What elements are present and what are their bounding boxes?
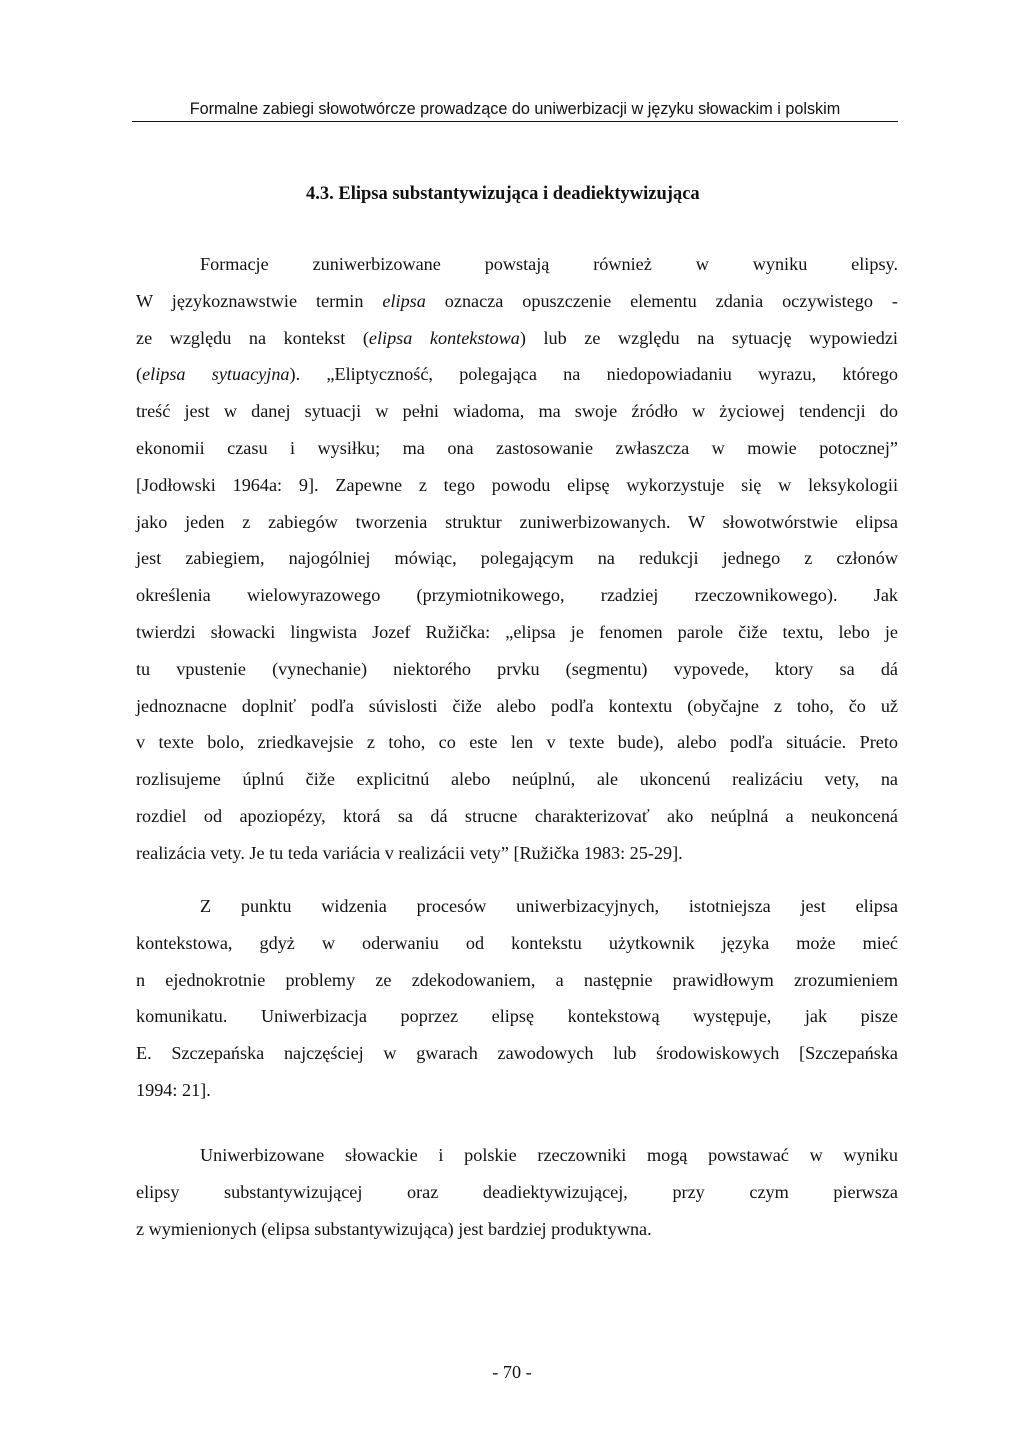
text-line [136, 356, 898, 393]
text-line [136, 998, 898, 1035]
text-segment: Formacje zuniwerbizowane powstają również w wyniku elipsy. [200, 254, 898, 274]
text-line [136, 761, 898, 798]
text-segment: rozdiel od apoziopézy, ktorá sa dá strucne charakterizovať ako neúplná a neukoncená [136, 805, 898, 826]
header-divider [132, 121, 898, 122]
text-line [136, 962, 898, 999]
text-line [136, 688, 898, 725]
text-line [136, 614, 898, 651]
paragraph-3 [136, 1137, 898, 1247]
text-line [136, 1211, 898, 1248]
section-title: 4.3. Elipsa substantywizująca i deadiektywizująca [306, 184, 700, 204]
text-segment: Uniwerbizowane słowackie i polskie rzeczowniki mogą powstawać w wyniku [200, 1145, 898, 1165]
text-line [136, 320, 898, 357]
text-line [136, 724, 898, 761]
italic-term: elipsa sytuacyjna [142, 364, 290, 385]
text-segment: określenia wielowyrazowego (przymiotnikowego, rzadziej rzeczownikowego). Jak [136, 585, 898, 606]
text-line [136, 393, 898, 430]
paragraph-1 [136, 246, 898, 872]
text-line [136, 798, 898, 835]
running-header: Formalne zabiegi słowotwórcze prowadzące do uniwerbizacji w języku słowackim i polskim [189, 100, 841, 118]
text-segment: Z punktu widzenia procesów uniwerbizacyjnych, istotniejsza jest elipsa [200, 896, 898, 916]
italic-term: elipsa [382, 290, 426, 311]
text-segment: tu vpustenie (vynechanie) niektorého prvku (segmentu) vypovede, ktory sa dá [136, 658, 898, 679]
text-line [136, 504, 898, 541]
text-line [136, 283, 898, 320]
text-segment: ze względu na kontekst ( [136, 327, 369, 348]
text-line [136, 888, 898, 925]
text-line [136, 1072, 898, 1109]
text-segment: rozlisujeme úplnú čiže explicitnú alebo neúplnú, ale ukoncenú realizáciu vety, na [136, 769, 898, 790]
text-segment: ( [136, 364, 143, 385]
text-segment: z wymienionych (elipsa substantywizująca) jest bardziej produktywna. [136, 1218, 652, 1239]
text-line [136, 577, 898, 614]
text-line [136, 430, 898, 467]
text-segment: ) lub ze względu na sytuację wypowiedzi [519, 327, 898, 348]
paragraph-2 [136, 888, 898, 1109]
text-line [136, 835, 898, 872]
text-segment: jednoznacne doplniť podľa súvislosti čiže alebo podľa kontextu (obyčajne z toho, čo už [136, 695, 898, 716]
text-segment: treść jest w danej sytuacji w pełni wiadoma, ma swoje źródło w życiowej tendencji do [136, 401, 898, 422]
text-line [136, 467, 898, 504]
text-segment: [Jodłowski 1964a: 9]. Zapewne z tego powodu elipsę wykorzystuje się w leksykologii [136, 474, 898, 495]
text-line [136, 246, 898, 283]
text-segment: komunikatu. Uniwerbizacja poprzez elipsę kontekstową występuje, jak pisze [136, 1006, 898, 1027]
text-line [136, 1174, 898, 1211]
text-line [136, 651, 898, 688]
text-segment: kontekstowa, gdyż w oderwaniu od kontekstu użytkownik języka może mieć [136, 932, 898, 953]
text-segment: W językoznawstwie termin [136, 290, 383, 311]
italic-term: elipsa kontekstowa [368, 327, 520, 348]
text-segment: jest zabiegiem, najogólniej mówiąc, polegającym na redukcji jednego z członów [136, 548, 898, 569]
text-segment: v texte bolo, zriedkavejsie z toho, co este len v texte bude), alebo podľa situácie. Preto [136, 732, 898, 753]
text-line [136, 1137, 898, 1174]
text-segment: oznacza opuszczenie elementu zdania oczywistego - [425, 290, 898, 311]
text-line [136, 1035, 898, 1072]
text-segment: n ejednokrotnie problemy ze zdekodowaniem, a następnie prawidłowym zrozumieniem [136, 969, 898, 990]
text-line [136, 925, 898, 962]
page-number: - 70 - [492, 1362, 532, 1382]
text-segment: E. Szczepańska najczęściej w gwarach zawodowych lub środowiskowych [Szczepańska [136, 1043, 898, 1064]
text-line [136, 540, 898, 577]
text-segment: 1994: 21]. [136, 1079, 211, 1100]
text-segment: ekonomii czasu i wysiłku; ma ona zastosowanie zwłaszcza w mowie potocznej” [136, 437, 898, 458]
text-segment: ). „Eliptyczność, polegająca na niedopowiadaniu wyrazu, którego [289, 364, 898, 385]
text-segment: realizácia vety. Je tu teda variácia v realizácii vety” [Ružička 1983: 25-29]. [136, 842, 683, 863]
text-segment: elipsy substantywizującej oraz deadiektywizującej, przy czym pierwsza [136, 1181, 898, 1202]
text-segment: twierdzi słowacki lingwista Jozef Ružička: „elipsa je fenomen parole čiže textu, lebo je [136, 621, 898, 642]
text-segment: jako jeden z zabiegów tworzenia struktur zuniwerbizowanych. W słowotwórstwie elipsa [136, 511, 898, 532]
